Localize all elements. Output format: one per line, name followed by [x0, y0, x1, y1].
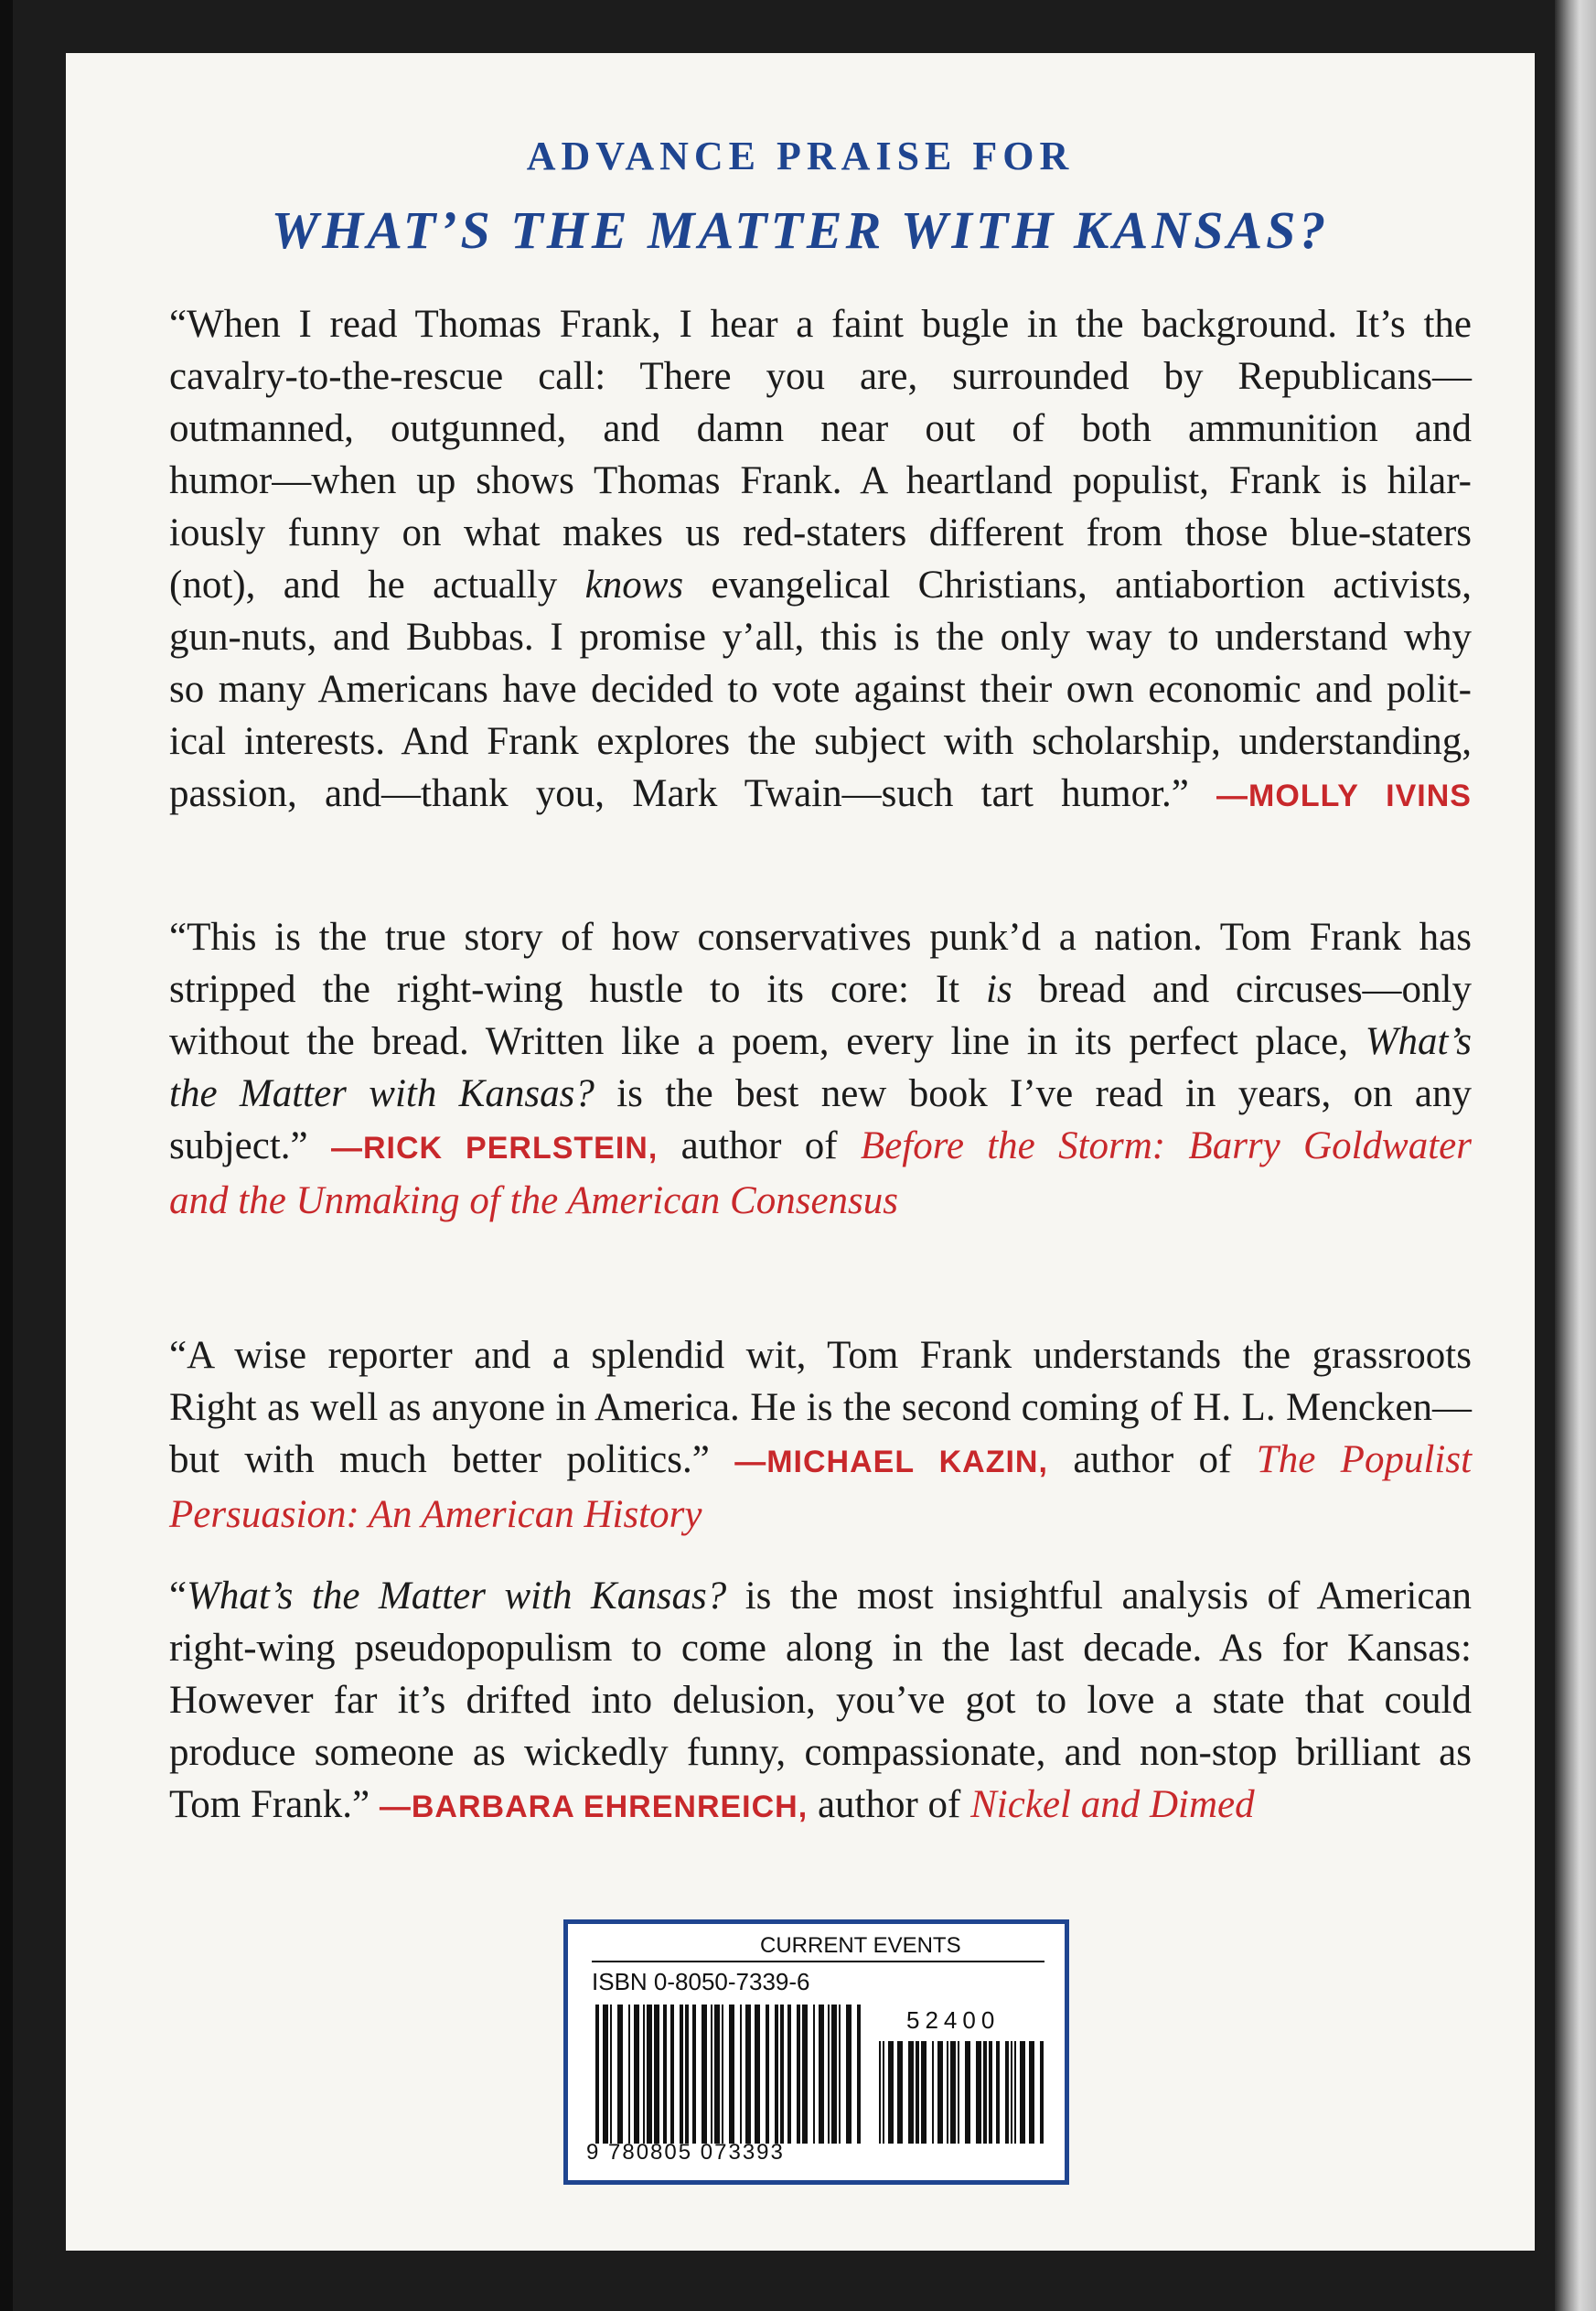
attribution-rick-perlstein: —RICK PERLSTEIN, [330, 1131, 659, 1166]
work-title: Before the Storm: Barry Goldwater [860, 1124, 1473, 1167]
quote-line [169, 768, 1472, 822]
quote-text: (not), and he actually [169, 564, 585, 607]
isbn-barcode-box [563, 1919, 1069, 2185]
work-title: Persuasion: An American History [169, 1493, 702, 1536]
quote-text: is the best new book I’ve read in years, on any [594, 1072, 1473, 1115]
quote-text: is the most insightful analysis of American [726, 1575, 1472, 1618]
quote-line: humor—when up shows Thomas Frank. A heartland populist, Frank is hilar- [169, 459, 1472, 502]
quote-line [169, 1489, 1472, 1541]
quote-text: evangelical Christians, antiabortion activists, [683, 564, 1472, 607]
barcode-number: 9 780805 073393 [586, 2140, 785, 2165]
quote-emphasis: What’s the Matter with Kansas? [187, 1575, 727, 1618]
author-of-text: author of [1047, 1438, 1257, 1481]
work-title: The Populist [1256, 1438, 1473, 1481]
quote-line: produce someone as wickedly funny, compassionate, and non-stop brilliant as [169, 1731, 1472, 1774]
quote-emphasis: is [986, 968, 1012, 1011]
attribution-barbara-ehrenreich: —BARBARA EHRENREICH, [379, 1790, 809, 1824]
quote-emphasis: knows [584, 564, 684, 607]
attribution-michael-kazin: —MICHAEL KAZIN, [734, 1445, 1048, 1479]
book-spine-edge [1555, 0, 1596, 2311]
quote-line: iously funny on what makes us red-staters different from those blue-staters [169, 511, 1472, 554]
quote-line [169, 1120, 1472, 1175]
quote-line: “This is the true story of how conservatives punk’d a nation. Tom Frank has [169, 916, 1472, 959]
heading-book-title: WHAT’S THE MATTER WITH KANSAS? [271, 200, 1330, 260]
attribution-molly-ivins: —MOLLY IVINS [1216, 779, 1472, 813]
quote-line: However far it’s drifted into delusion, you’ve got to love a state that could [169, 1679, 1472, 1722]
price-code: 52400 [906, 2006, 1001, 2034]
quote-line: Right as well as anyone in America. He is the second coming of H. L. Mencken— [169, 1386, 1472, 1429]
quote-line: so many Americans have decided to vote against their own economic and polit- [169, 668, 1472, 711]
quote-barbara-ehrenreich [169, 1570, 1472, 1833]
quote-line [169, 1068, 1472, 1120]
quote-text: Tom Frank.” [169, 1783, 380, 1826]
quote-text: bread and circuses—only [1012, 968, 1472, 1011]
heading-advance-praise: ADVANCE PRAISE FOR [526, 134, 1075, 178]
quote-line [169, 1434, 1472, 1489]
author-of-text: author of [808, 1783, 971, 1826]
author-of-text: author of [658, 1124, 861, 1167]
quote-line [169, 1779, 1472, 1833]
work-title: and the Unmaking of the American Consensus [169, 1179, 899, 1222]
quote-line: gun-nuts, and Bubbas. I promise y’all, this is the only way to understand why [169, 616, 1472, 659]
isbn-number: ISBN 0-8050-7339-6 [592, 1968, 810, 1995]
quote-line: ical interests. And Frank explores the subject with scholarship, understanding, [169, 720, 1472, 763]
cover-left-edge [0, 0, 13, 2311]
quote-line [169, 963, 1472, 1016]
quote-emphasis: the Matter with Kansas? [169, 1072, 594, 1115]
quote-line: cavalry-to-the-rescue call: There you are, surrounded by Republicans— [169, 355, 1472, 398]
quote-text: subject.” [169, 1124, 331, 1167]
work-title: Nickel and Dimed [970, 1783, 1255, 1826]
quote-emphasis: What’s [1365, 1020, 1472, 1063]
quote-line: “When I read Thomas Frank, I hear a faint bugle in the background. It’s the [169, 303, 1472, 346]
quote-rick-perlstein [169, 911, 1472, 1227]
quote-michael-kazin [169, 1329, 1472, 1541]
quote-text: without the bread. Written like a poem, every line in its perfect place, [169, 1020, 1366, 1063]
quote-text: but with much better politics.” [169, 1438, 735, 1481]
cover-page [66, 53, 1535, 2251]
quote-text: passion, and—thank you, Mark Twain—such tart humor.” [169, 772, 1217, 815]
quote-line [169, 1016, 1472, 1068]
quote-line: outmanned, outgunned, and damn near out of both ammunition and [169, 407, 1472, 450]
quote-text: “ [169, 1575, 187, 1618]
quote-molly-ivins [169, 298, 1472, 822]
quote-line [169, 1570, 1472, 1622]
barcode-category: CURRENT EVENTS [760, 1933, 961, 1958]
quote-text: stripped the right-wing hustle to its core: It [169, 968, 987, 1011]
quote-line [169, 1175, 1472, 1227]
quote-line [169, 559, 1472, 611]
quote-line: “A wise reporter and a splendid wit, Tom Frank understands the grassroots [169, 1334, 1472, 1377]
quote-line: right-wing pseudopopulism to come along in the last decade. As for Kansas: [169, 1627, 1472, 1670]
